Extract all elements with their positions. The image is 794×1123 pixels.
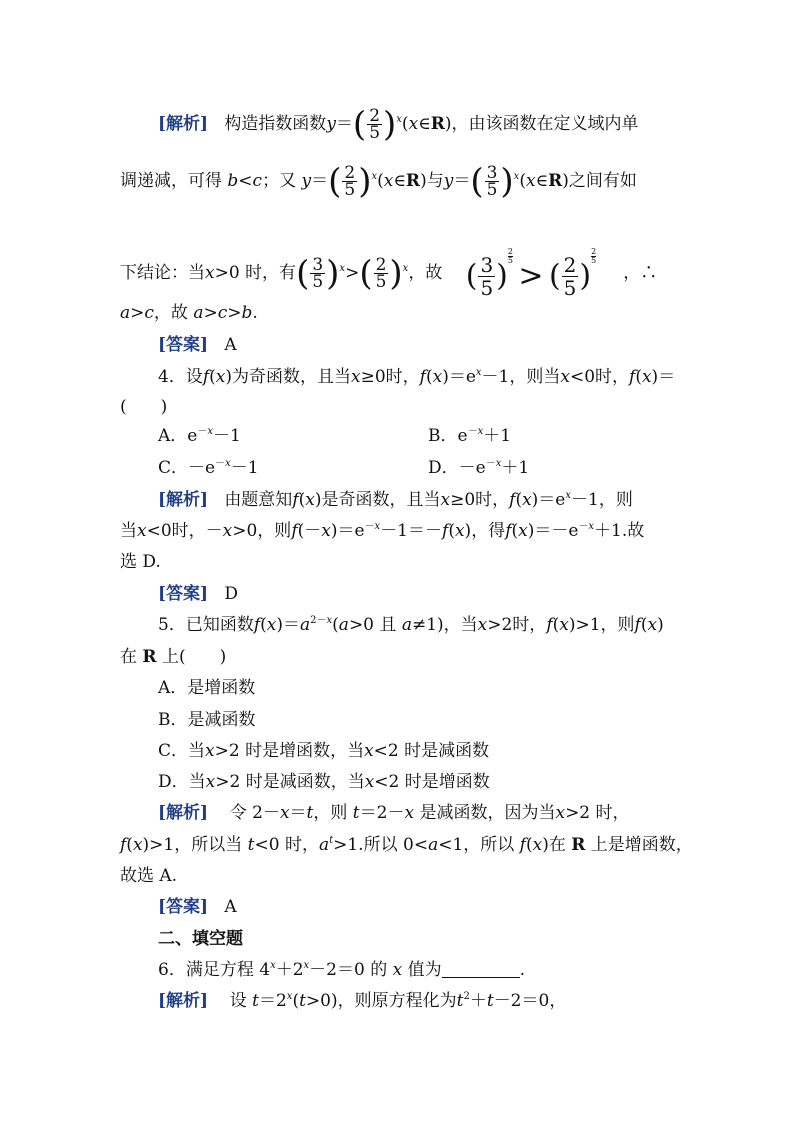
text: 故选 A. — [120, 866, 178, 886]
analysis-tag: [解析] — [158, 114, 209, 134]
fraction-2-5: $\frac{2}{5}$ — [369, 106, 381, 143]
analysis-tag: [解析] — [158, 991, 209, 1011]
text: ，则当 — [509, 367, 561, 387]
text: 5．已知函数 — [158, 615, 254, 635]
answer-value: A — [224, 897, 237, 917]
q5-stem-line1: 5．已知函数$f(x)=a^{2-x}(a>0$ 且 a≠1)，当x>2时，f(x)>1，则f(x) — [158, 615, 664, 635]
fraction-3-5: $\frac{3}{5}$ — [312, 255, 324, 292]
answer-tag: [答案] — [158, 335, 209, 355]
text: ，则 — [600, 615, 635, 635]
text: ，则原方程化为 — [337, 991, 457, 1011]
q4-answer — [158, 584, 238, 604]
text: 下结论：当 — [120, 263, 205, 283]
answer-paren: ( ) — [120, 397, 168, 417]
q4-option-d: D．$-e^{-x}+1$ — [428, 458, 530, 478]
text: 令 — [229, 803, 247, 823]
q3-analysis-line4: a>c，故 a>c>b. — [120, 303, 258, 323]
text: 选 D. — [120, 552, 161, 572]
text: ，所以 — [463, 835, 515, 855]
q4-stem-line1: 4．设f(x)为奇函数，且当x≥0时，$f(x)=e^x-1$，则当x<0时，f(x)＝ — [158, 367, 676, 387]
text: ，当 — [443, 615, 478, 635]
text: 时， — [385, 367, 420, 387]
text: 由题意知 — [224, 490, 293, 510]
answer-blank — [442, 961, 520, 978]
text: 构造指数函数 — [224, 114, 327, 134]
text: ，得 — [471, 521, 506, 541]
text: 设 — [229, 991, 247, 1011]
answer-value: A — [224, 335, 237, 355]
q5-option-b: B．是减函数 — [158, 710, 256, 730]
q4-option-c: C．$-e^{-x}-1$ — [158, 458, 259, 478]
text: ，所以当 — [174, 835, 243, 855]
q4-option-b: B．$e^{-x}+1$ — [428, 426, 512, 446]
text: D．当 — [158, 772, 206, 792]
text: ，由该函数在定义域内单 — [451, 114, 639, 134]
q5-option-d: D．当x>2 时是减函数，当x<2 时是增函数 — [158, 772, 490, 792]
text: 故 — [627, 521, 645, 541]
text: ，则 — [257, 521, 292, 541]
text: 6．满足方程 — [158, 960, 254, 980]
text: 时是增函数 — [404, 772, 490, 792]
text: 调递减，可得 — [120, 171, 222, 191]
text: . — [519, 960, 526, 980]
q5-stem-line2: 在 R 上( ) — [120, 647, 227, 667]
text: 是减函数，因为当 — [419, 803, 556, 823]
q3-analysis-line2: 调递减，可得 b<c；又 y＝( $\frac{2}{5}$ )$^x$(x∈R)与y＝( $\frac{3}{5}$ )$^x$(x∈R)之间有如 — [120, 161, 637, 202]
power-inequality: ( $\frac{3}{5}$ ) $\frac{2}{5}$ > ( $\frac{2}{5}$ ) $\frac{2}{5}$ — [465, 247, 597, 300]
analysis-tag: [解析] — [158, 803, 209, 823]
q3-analysis-line1: [解析] 构造指数函数y＝( $\frac{2}{5}$ )$^x$(x∈R)，由该函数在定义域内单 — [158, 104, 639, 145]
text: 4．设 — [158, 367, 203, 387]
q5-answer — [158, 897, 237, 917]
text: ，则 — [313, 803, 348, 823]
q3-analysis-line3: 下结论：当x>0 时，有( $\frac{3}{5}$ )$^x$>( $\frac{2}{5}$ )$^x$，故 ( $\frac{3}{5}$ ) $\frac{2}{5}$ > ( $\frac{2}{5}$ ) $\frac{2}{5}$ ，∴ — [120, 247, 658, 300]
text: 时， — [595, 803, 630, 823]
analysis-tag: [解析] — [158, 490, 209, 510]
answer-tag: [答案] — [158, 897, 209, 917]
text: ，故 — [408, 263, 443, 283]
text: 上是增函数， — [590, 835, 693, 855]
fraction-2-5: $\frac{2}{5}$ — [375, 255, 387, 292]
text: 值为 — [407, 960, 442, 980]
text: 时， — [595, 367, 630, 387]
text: 当 — [120, 521, 137, 541]
text: 是奇函数，且当 — [321, 490, 441, 510]
q4-analysis-line2: 当x<0时，－x>0，则$f(-x)=e^{-x}-1=-f(x)$，得$f(x)=-e^{-x}+1$.故 — [120, 521, 645, 541]
q4-analysis-line3 — [120, 552, 161, 572]
answer-tag: [答案] — [158, 584, 209, 604]
text: 时是减函数，当 — [245, 772, 365, 792]
text: 上( ) — [161, 647, 227, 667]
q4-stem-line2 — [120, 397, 167, 417]
text: ，故 — [153, 303, 188, 323]
q5-analysis-line3 — [120, 866, 177, 886]
text: 时， — [171, 521, 206, 541]
q5-option-a: A．是增函数 — [158, 678, 256, 698]
text: 之间有如 — [568, 171, 637, 191]
text: 时是减函数 — [404, 741, 490, 761]
text: 时， — [284, 835, 319, 855]
text: 时， — [512, 615, 547, 635]
q4-analysis-line1: [解析] 由题意知f(x)是奇函数，且当x≥0时，$f(x)=e^x-1$，则 — [158, 490, 633, 510]
q5-option-c: C．当x>2 时是增函数，当x<2 时是减函数 — [158, 741, 490, 761]
q6-stem: 6．满足方程 $4^x+2^x-2=0$ 的 x 值为 . — [158, 960, 526, 980]
text: C．当 — [158, 741, 206, 761]
text: 的 — [370, 960, 388, 980]
section-heading: 二、填空题 — [158, 929, 243, 949]
text: 时，有 — [245, 263, 297, 283]
text: ＝ — [658, 367, 676, 387]
text: 时是增函数，当 — [245, 741, 365, 761]
fraction-2-5: $\frac{2}{5}$ — [344, 163, 356, 200]
text: ；又 — [262, 171, 297, 191]
q3-answer — [158, 335, 237, 355]
q4-option-a: A．$e^{-x}-1$ — [158, 426, 241, 446]
text: ，则 — [598, 490, 633, 510]
text: 为奇函数，且当 — [232, 367, 351, 387]
text: 在 — [548, 835, 566, 855]
fraction-3-5: $\frac{3}{5}$ — [486, 163, 498, 200]
text: ，∴ — [623, 263, 658, 283]
q5-analysis-line2: f(x)>1，所以当 t<0 时，$a^t>1$.所以 0<a<1，所以 f(x)在 R 上是增函数， — [120, 835, 693, 855]
text: 所以 — [363, 835, 398, 855]
text: 时， — [475, 490, 510, 510]
q6-analysis-line1: [解析] 设 $t=2^x(t>0)$，则原方程化为$t^2+t-2=0$， — [158, 991, 567, 1011]
answer-value: D — [224, 584, 238, 604]
text: 与 — [426, 171, 444, 191]
q5-analysis-line1: [解析] 令 2－x＝t，则 t＝2－x 是减函数，因为当x>2 时， — [158, 803, 630, 823]
